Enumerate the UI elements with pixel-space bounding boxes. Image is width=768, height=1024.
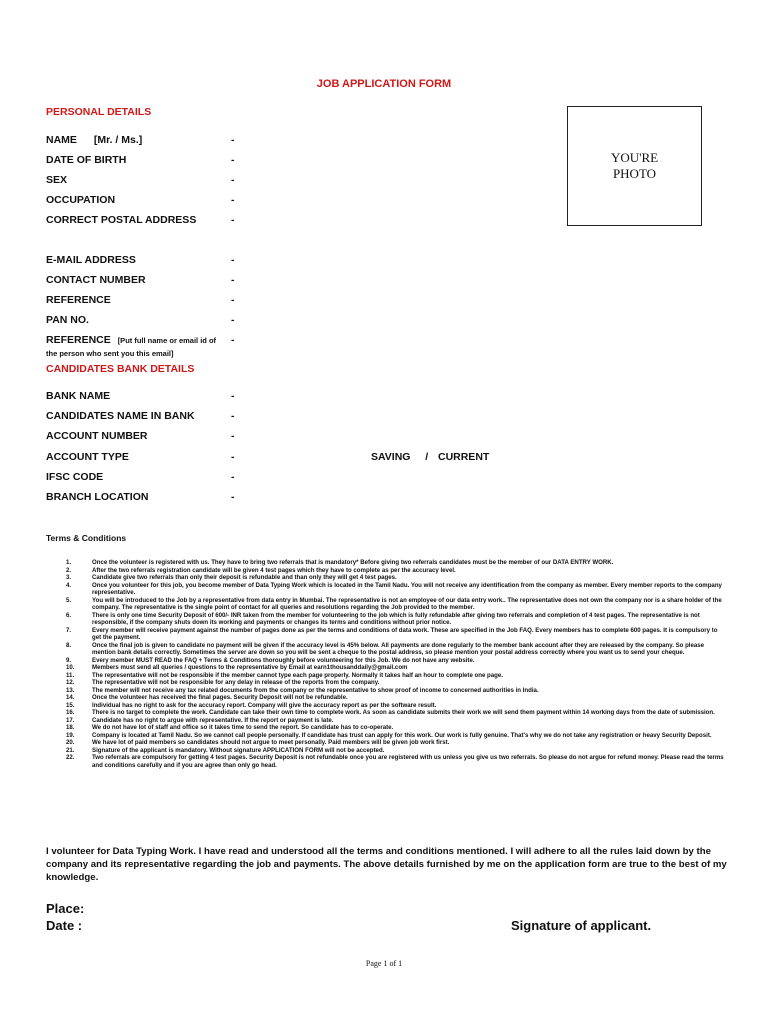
term-item: [66, 732, 726, 740]
term-item: [66, 702, 726, 710]
term-text: Two referrals are compulsory for getting 4 test pages. Security Deposit is not refundable once you are registered with us unless you give us two referrals. So please do not argue for refund money. Please read the terms and conditions carefully and if you are agree than only go head.: [92, 754, 724, 769]
term-item: [66, 754, 726, 769]
photo-box: [567, 106, 702, 226]
term-item: [66, 582, 726, 597]
term-item: [66, 717, 726, 725]
reference2-note-line1: [Put full name or email id of: [117, 336, 217, 345]
term-text: The representative will not be responsible if the member cannot type each page properly. Normally it takes half an hour to complete one page.: [92, 671, 503, 679]
term-text: Once you volunteer for this job, you become member of Data Typing Work which is located in the Tamil Nadu. You will not receive any identification from the company as member. Every member reports to the company representative.: [92, 581, 722, 596]
declaration-text: I volunteer for Data Typing Work. I have read and understood all the terms and conditions mentioned. I will adhere to all the rules laid down by the company and its representative regarding the job and payments. The above details furnished by me on the application form are true to the best of my knowledge.: [46, 846, 727, 883]
term-number: 17.: [66, 716, 75, 724]
term-item: [66, 679, 726, 687]
term-item: [66, 709, 726, 717]
date-label: Date :: [46, 918, 83, 933]
pan-label: PAN NO.: [46, 314, 89, 326]
term-item: [66, 664, 726, 672]
term-text: After the two referrals registration candidate will be given 4 test pages which they have to complete as per the accuracy level.: [92, 566, 456, 574]
name-label: [46, 134, 142, 146]
term-number: 21.: [66, 746, 75, 754]
term-number: 10.: [66, 664, 75, 671]
name-label-text: NAME: [46, 134, 77, 146]
term-item: [66, 597, 726, 612]
term-text: We have lot of paid members so candidates should not argue to meet personally. Paid members will be given job work first.: [92, 739, 450, 746]
occupation-label: OCCUPATION: [46, 194, 116, 206]
term-number: 19.: [66, 731, 75, 739]
term-item: [66, 747, 726, 755]
ifsc-label: IFSC CODE: [46, 471, 104, 483]
personal-details-heading: PERSONAL DETAILS: [46, 106, 152, 118]
form-title: JOB APPLICATION FORM: [316, 78, 452, 90]
term-number: 3.: [66, 574, 72, 581]
term-number: 12.: [66, 679, 75, 686]
term-text: Individual has no right to ask for the accuracy report. Company will give the accuracy report as per the software result.: [92, 701, 437, 709]
term-number: 5.: [66, 596, 72, 604]
dash: -: [231, 254, 235, 266]
term-item: [66, 642, 726, 657]
term-text: Candidate has no right to argue with representative. If the report or payment is late.: [92, 716, 334, 724]
term-text: Members must send all queries / questions to the representative by Email at earn1thousanddaily@gmail.com: [92, 664, 408, 671]
term-number: 13.: [66, 686, 75, 694]
term-item: [66, 657, 726, 665]
dash: -: [231, 314, 235, 326]
term-number: 15.: [66, 701, 75, 709]
dash: -: [231, 274, 235, 286]
term-number: 16.: [66, 709, 75, 716]
dash: -: [231, 214, 235, 226]
term-item: [66, 627, 726, 642]
photo-text-line1: YOU'RE: [610, 150, 659, 165]
name-salutation: [Mr. / Ms.]: [93, 134, 143, 146]
terms-heading: Terms & Conditions: [46, 533, 127, 543]
postal-address-label: CORRECT POSTAL ADDRESS: [46, 214, 197, 226]
term-number: 11.: [66, 671, 75, 679]
term-item: [66, 694, 726, 702]
term-item: [66, 612, 726, 627]
email-label: E-MAIL ADDRESS: [46, 254, 136, 266]
term-text: We do not have lot of staff and office so it takes time to send the report. So candidate has to co-operate.: [92, 724, 394, 731]
dash: -: [231, 491, 235, 503]
term-text: Once the volunteer has received the final pages. Security Deposit will not be refundable.: [92, 694, 348, 701]
term-number: 2.: [66, 566, 72, 574]
term-item: [66, 724, 726, 732]
term-text: Candidate give two referrals than only their deposit is refundable and than only they will get 4 test pages.: [92, 574, 397, 581]
term-text: You will be introduced to the Job by a representative from data entry in Mumbai. The representative is not an employee of our data entry work.. The representative does not own the company nor is a share holder of the company. The representative is the single point of contact for all queries and resolutions regarding the Job provided to the member.: [92, 596, 722, 611]
term-item: [66, 739, 726, 747]
sex-label: SEX: [46, 174, 68, 186]
term-item: [66, 559, 726, 567]
dash: -: [231, 174, 235, 186]
term-number: 1.: [66, 559, 72, 566]
term-text: The representative will not be responsible for any delay in release of the reports from the company.: [92, 679, 380, 686]
term-number: 22.: [66, 754, 75, 761]
term-number: 20.: [66, 739, 75, 746]
term-text: There is only one time Security Deposit of 600/- INR taken from the member for volunteering to the job which is fully refundable after giving two referrals and completion of 4 test pages. The representative is not responsible, if the company shuts down its working and payments or changes its terms and conditions without prior notice.: [92, 611, 700, 626]
dash: -: [231, 390, 235, 402]
dash: -: [231, 154, 235, 166]
contact-label: CONTACT NUMBER: [46, 274, 146, 286]
term-number: 7.: [66, 626, 72, 634]
terms-list: [66, 559, 726, 769]
term-number: 14.: [66, 694, 75, 701]
page-number: Page 1 of 1: [365, 959, 403, 968]
dash: -: [231, 410, 235, 422]
dash: -: [231, 451, 235, 463]
photo-placeholder: [611, 150, 658, 182]
term-item: [66, 574, 726, 582]
term-item: [66, 672, 726, 680]
photo-text-line2: PHOTO: [612, 166, 657, 181]
reference2-label-text: REFERENCE: [46, 334, 111, 346]
dash: -: [231, 430, 235, 442]
term-text: Every member will receive payment against the number of pages done as per the terms and conditions of data work. These are specified in the Job FAQ. Every members has to complete 600 pages. It is compulsory to get the payment.: [92, 626, 718, 641]
term-text: Company is located at Tamil Nadu. So we cannot call people personally. If candidate has trust can apply for this work. Our work is fully genuine. That's why we do not take any registration or heavy Security Deposit.: [92, 731, 712, 739]
dash: -: [231, 194, 235, 206]
dash: -: [231, 334, 235, 346]
term-text: Signature of the applicant is mandatory. Without signature APPLICATION FORM will not be accepted.: [92, 746, 385, 754]
reference-label: REFERENCE: [46, 294, 111, 306]
term-item: [66, 687, 726, 695]
term-number: 4.: [66, 581, 72, 589]
dob-label: DATE OF BIRTH: [46, 154, 127, 166]
term-text: Every member MUST READ the FAQ + Terms & Conditions thoroughly before volunteering for this Job. We do not have any website.: [92, 656, 475, 664]
term-item: [66, 567, 726, 575]
reference2-note-line2: the person who sent you this email]: [46, 349, 174, 358]
account-type-label: ACCOUNT TYPE: [46, 451, 129, 463]
account-number-label: ACCOUNT NUMBER: [46, 430, 148, 442]
bank-name-label: BANK NAME: [46, 390, 111, 402]
term-text: The member will not receive any tax related documents from the company or the representative to show proof of income to concerned authorities in India.: [92, 686, 539, 694]
term-text: Once the final job is given to candidate no payment will be given if the accuracy level is 45% below. All payments are done regularly to the member bank account after they are released by the company. So please mention bank details correctly. Sometimes the server are down so you will be sent a cheque to the postal address, so please mention your postal address correctly where you want us to send your cheque.: [92, 641, 705, 656]
term-text: There is no target to complete the work. Candidate can take their own time to complete work. As soon as candidate submits their work we will send them payment within 14 working days from the date of submission.: [92, 709, 715, 716]
dash: -: [231, 471, 235, 483]
term-text: Once the volunteer is registered with us. They have to bring two referrals that is mandatory* Before giving two referrals candidates must be the member of our DATA ENTRY WORK.: [92, 559, 614, 566]
term-number: 6.: [66, 611, 72, 619]
candidate-name-label: CANDIDATES NAME IN BANK: [46, 410, 195, 422]
branch-label: BRANCH LOCATION: [46, 491, 149, 503]
account-type-options: SAVING / CURRENT: [371, 451, 490, 463]
reference2-label: [46, 334, 216, 358]
term-number: 8.: [66, 641, 72, 649]
signature-label: Signature of applicant.: [511, 918, 652, 933]
bank-details-heading: CANDIDATES BANK DETAILS: [46, 363, 195, 375]
dash: -: [231, 294, 235, 306]
term-number: 9.: [66, 656, 72, 664]
dash: -: [231, 134, 235, 146]
place-label: Place:: [46, 901, 85, 916]
term-number: 18.: [66, 724, 75, 731]
